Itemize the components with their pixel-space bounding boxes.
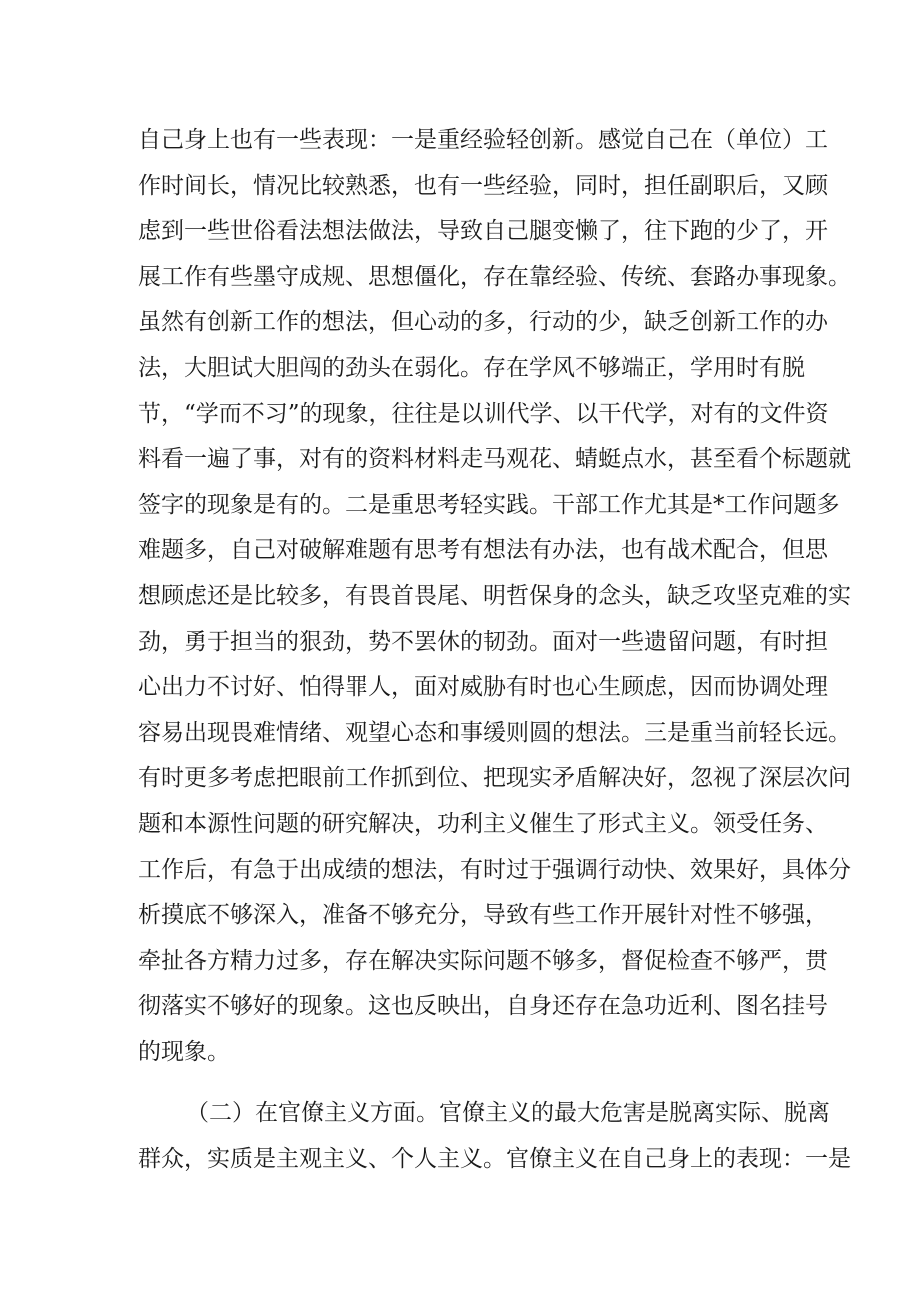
paragraph-2 [138,1091,851,1182]
text-line: 法，大胆试大胆闯的劲头在弱化。存在学风不够端正，学用时有脱 [138,354,805,381]
text-line: 心出力不讨好、怕得罪人，面对威胁有时也心生顾虑，因而协调处理 [138,674,828,701]
text-line: 劲，勇于担当的狠劲，势不罢休的韧劲。面对一些遗留问题，有时担 [138,628,828,655]
text-line: 析摸底不够深入，准备不够充分，导致有些工作开展针对性不够强， [138,902,828,929]
text-line: 虽然有创新工作的想法，但心动的多，行动的少，缺乏创新工作的办 [138,309,828,336]
text-line: 彻落实不够好的现象。这也反映出，自身还存在急功近利、图名挂号 [138,993,828,1020]
text-line: 容易出现畏难情绪、观望心态和事缓则圆的想法。三是重当前轻长远。 [138,719,851,746]
body-text [138,118,851,1183]
text-line: 展工作有些墨守成规、思想僵化，存在靠经验、传统、套路办事现象。 [138,263,851,290]
text-line: 牵扯各方精力过多，存在解决实际问题不够多，督促检查不够严，贯 [138,947,828,974]
paragraph-gap [138,1075,798,1091]
text-line: 题和本源性问题的研究解决，功利主义催生了形式主义。领受任务、 [138,810,828,837]
text-line: 自己身上也有一些表现：一是重经验轻创新。感觉自己在（单位）工 [138,127,828,153]
text-line: （二）在官僚主义方面。官僚主义的最大危害是脱离实际、脱离 [186,1100,830,1127]
text-line: 作时间长，情况比较熟悉，也有一些经验，同时，担任副职后，又顾 [138,172,828,199]
text-line: 签字的现象是有的。二是重思考轻实践。干部工作尤其是*工作问题多 [138,491,840,518]
text-line: 工作后，有急于出成绩的想法，有时过于强调行动快、效果好，具体分 [138,856,851,883]
text-line: 虑到一些世俗看法想法做法，导致自己腿变懒了，往下跑的少了，开 [138,218,828,245]
text-line: 难题多，自己对破解难题有思考有想法有办法，也有战术配合，但思 [138,537,828,564]
text-line: 料看一遍了事，对有的资料材料走马观花、蜻蜓点水，甚至看个标题就 [138,446,851,473]
text-line: 群众，实质是主观主义、个人主义。官僚主义在自己身上的表现：一是 [138,1146,851,1173]
text-line: 节，“学而不习”的现象，往往是以训代学、以干代学，对有的文件资 [138,400,829,427]
text-line: 想顾虑还是比较多，有畏首畏尾、明哲保身的念头，缺乏攻坚克难的实 [138,582,851,609]
text-line: 的现象。 [138,1038,230,1065]
text-line: 有时更多考虑把眼前工作抓到位、把现实矛盾解决好，忽视了深层次问 [138,765,851,792]
paragraph-1 [138,118,851,1075]
